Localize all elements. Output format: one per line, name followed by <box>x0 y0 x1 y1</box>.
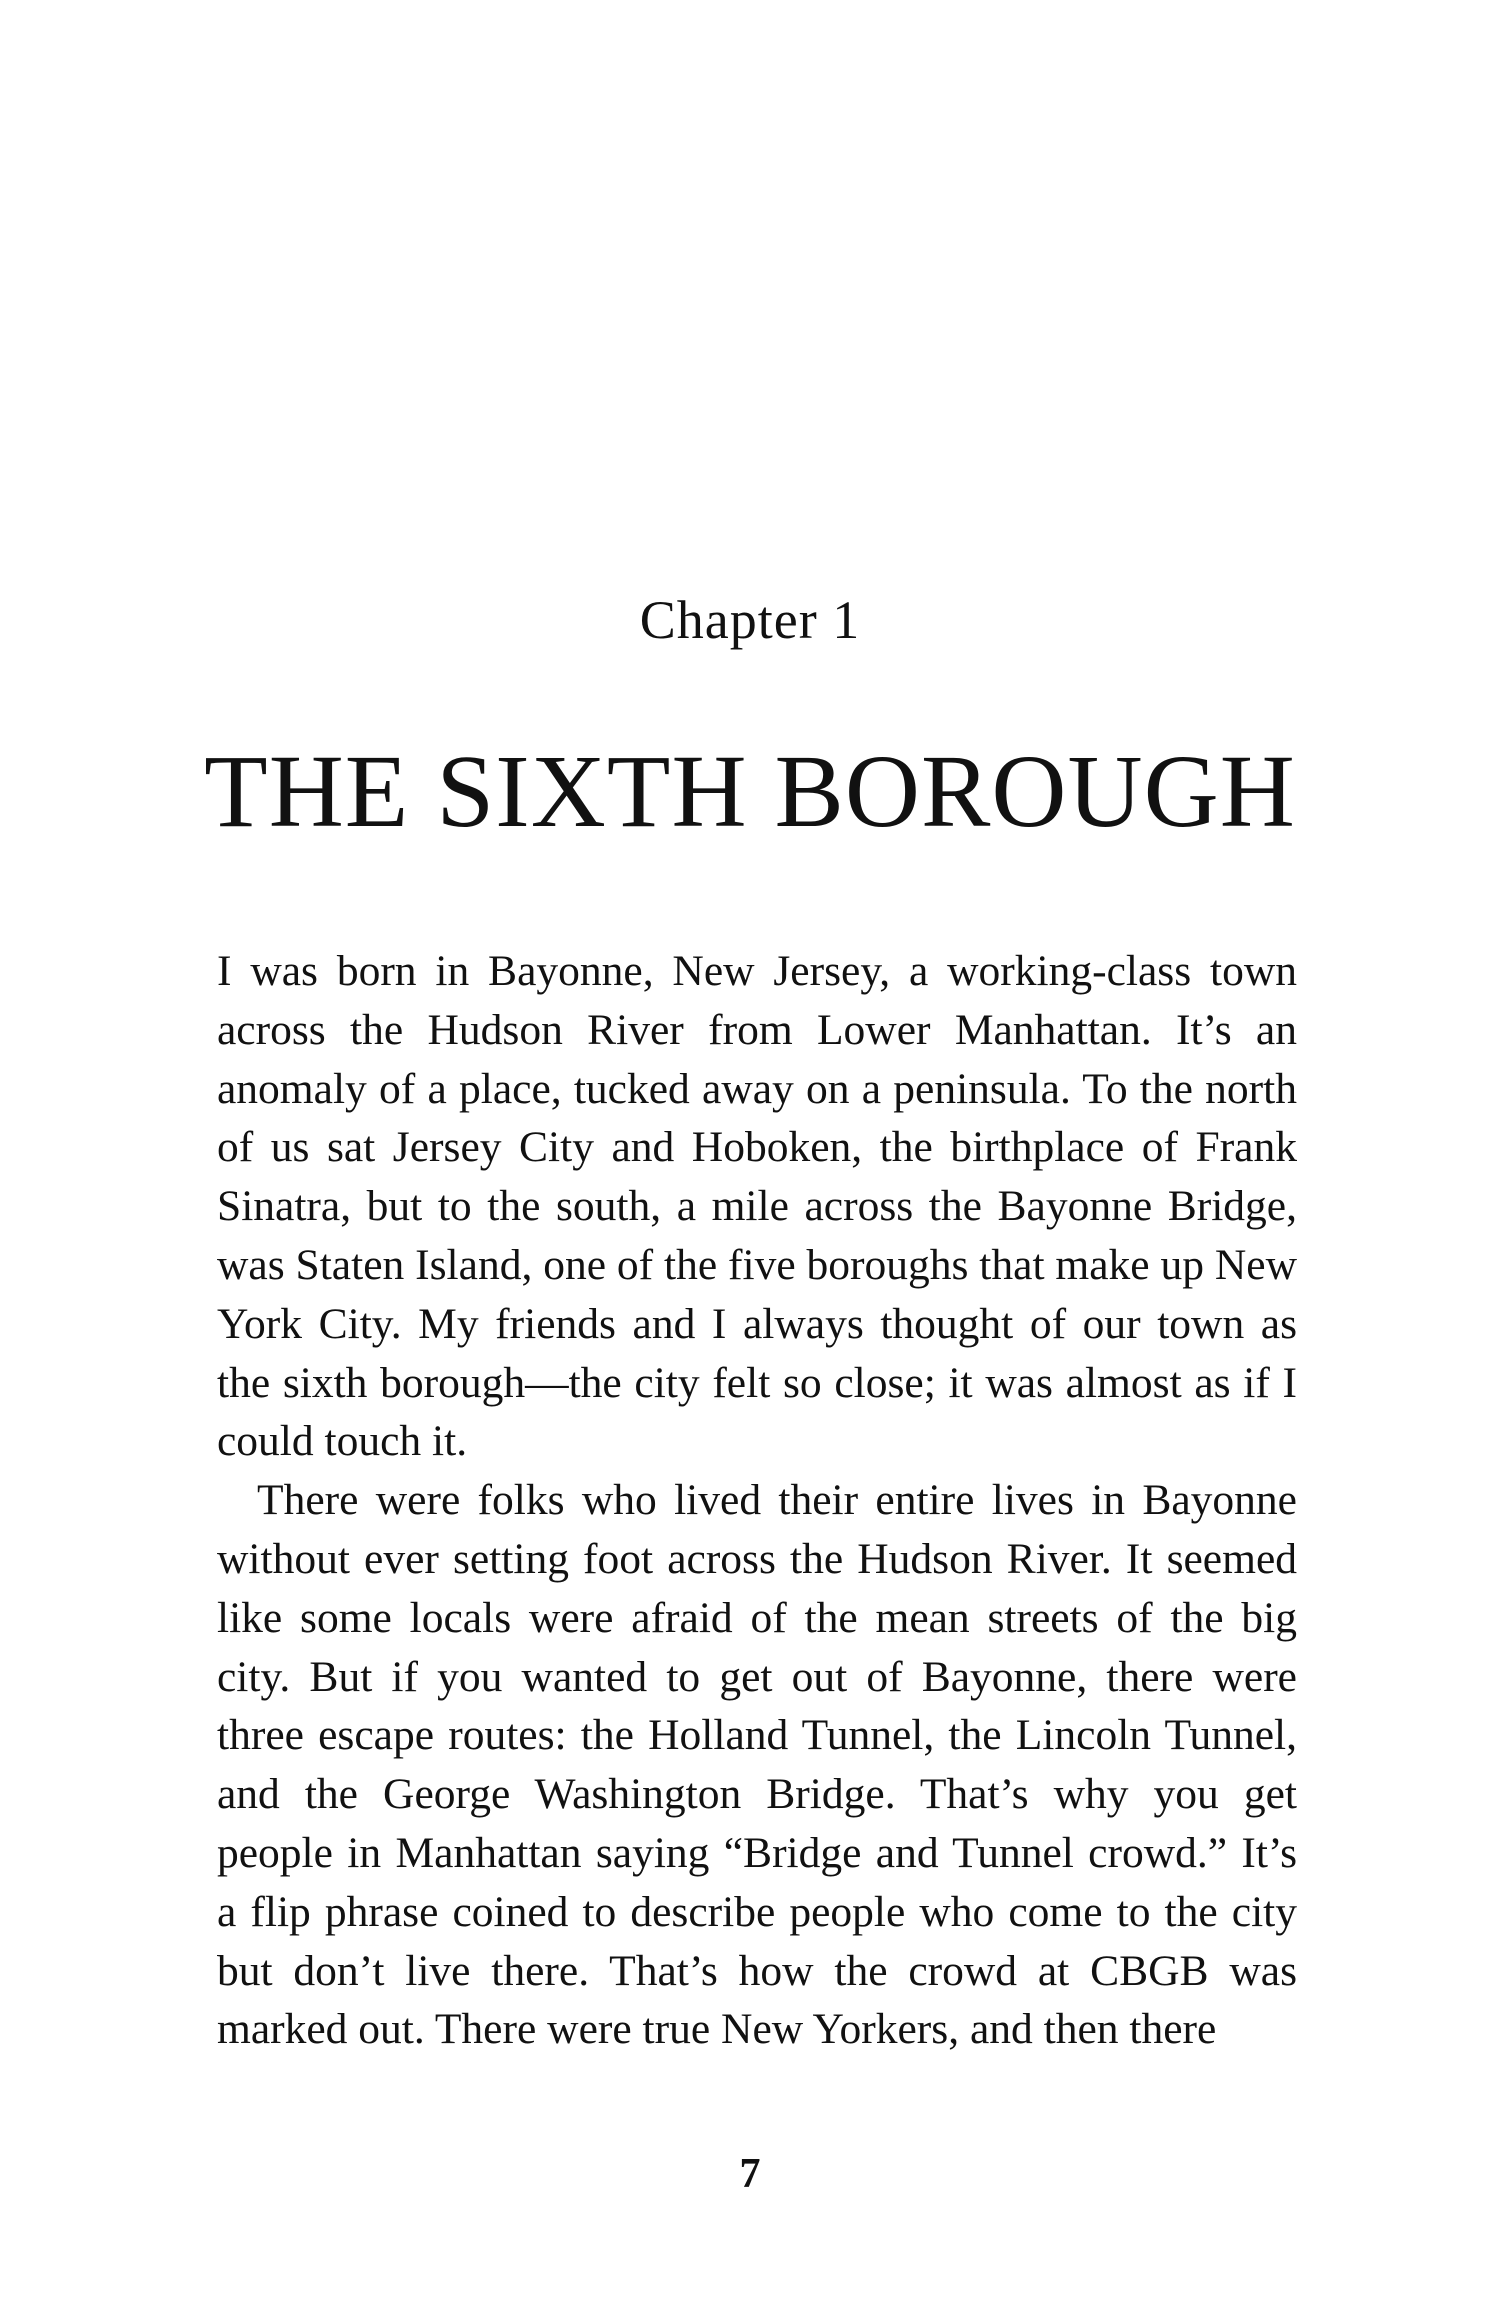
chapter-label: Chapter 1 <box>639 590 861 650</box>
body-text <box>217 942 1297 2059</box>
paragraph-1: I was born in Bayonne, New Jersey, a working-class town across the Hudson River from Lower Manhattan. It’s an anomaly of a place, tucked away on a peninsula. To the north of us sat Jersey City and Hoboken, the birthplace of Frank Sinatra, but to the south, a mile across the Bayonne Bridge, was Staten Island, one of the five boroughs that make up New York City. My friends and I always thought of our town as the sixth borough—the city felt so close; it was almost as if I could touch it. <box>217 947 1297 1466</box>
page-number: 7 <box>739 2151 761 2197</box>
paragraph-2: There were folks who lived their entire lives in Bayonne without ever setting foot across the Hudson River. It seemed like some locals were afraid of the mean streets of the big city. But if you wanted to get out of Bayonne, there were three escape routes: the Holland Tunnel, the Lincoln Tunnel, and the George Washington Bridge. That’s why you get people in Manhattan saying “Bridge and Tunnel crowd.” It’s a flip phrase coined to describe people who come to the city but don’t live there. That’s how the crowd at CBGB was marked out. There were true New Yorkers, and then there <box>217 1476 1297 2054</box>
chapter-title: THE SIXTH BOROUGH <box>204 734 1296 849</box>
